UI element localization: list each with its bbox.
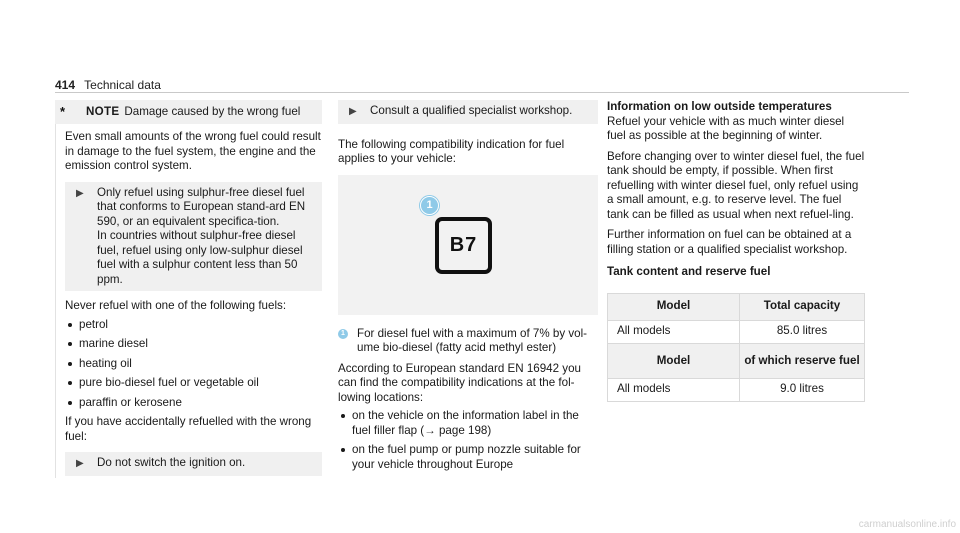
action-text-2: In countries without sulphur-free diesel fuel, refuel using only low-sulphur diesel fuel with a sulphur content less than 50 ppm. [97,229,303,286]
section-title: Technical data [84,78,161,92]
table-row [608,378,865,401]
table-cell: All models [608,378,740,401]
warning-star-icon: * [60,103,66,119]
note-header [55,100,322,124]
never-refuel-text: Never refuel with one of the following fuels: [65,299,287,312]
column-right [607,100,865,402]
list-item: on the fuel pump or pump nozzle suitable for your vehicle throughout Europe [338,443,598,472]
fuel-list [65,318,322,411]
column-left [55,100,322,478]
list-item: heating oil [65,357,322,372]
table-header: Model [608,343,740,378]
compat-intro: The following compatibility indication for fuel applies to your vehicle: [338,137,565,165]
action-arrow-icon: ▶ [76,458,84,469]
action-arrow-icon: ▶ [349,106,357,117]
table-header: Model [608,293,740,320]
callout-badge: 1 [420,196,439,215]
action-block-workshop [338,100,598,124]
compatibility-figure [338,175,598,315]
table-cell: All models [608,320,740,343]
tank-capacity-table [607,293,865,402]
table-cell: 9.0 litres [740,378,865,401]
action-arrow-icon: ▶ [76,187,84,199]
action-block-ignition [65,452,322,476]
list-item: paraffin or kerosene [65,396,322,411]
watermark: carmanualsonline.info [858,518,956,530]
table-header: of which reserve fuel [740,343,865,378]
header-divider [55,92,909,93]
list-item: pure bio-diesel fuel or vegetable oil [65,376,322,391]
table-row [608,320,865,343]
winter-para-1: Refuel your vehicle with as much winter diesel fuel as possible at the beginning of winter. [607,114,845,142]
list-item: on the vehicle on the information label in the fuel filler flap (→ page 198) [338,409,598,438]
legend-badge: 1 [338,329,348,339]
note-body [55,124,322,478]
action-block-fuel [65,182,322,292]
winter-para-3: Further information on fuel can be obtained at a filling station or a qualified specialist workshop. [607,228,852,256]
b7-label: B7 [435,217,492,274]
table-header: Total capacity [740,293,865,320]
note-intro: Even small amounts of the wrong fuel could result in damage to the fuel system, the engine and the emission control system. [65,130,321,172]
list-item: petrol [65,318,322,333]
note-label: NOTE [86,104,120,118]
table-row [608,343,865,378]
standard-text: According to European standard EN 16942 you can find the compatibility indications at the fol-lowing locations: [338,361,581,404]
page-number: 414 [55,78,76,92]
table-cell: 85.0 litres [740,320,865,343]
list-item: marine diesel [65,337,322,352]
section-heading: Information on low outside temperatures [607,100,832,113]
figure-legend [338,327,598,356]
accident-text: If you have accidentally refuelled with the wrong fuel: [65,415,312,443]
column-middle [338,100,598,477]
legend-text: For diesel fuel with a maximum of 7% by vol-ume bio-diesel (fatty acid methyl ester) [357,326,588,354]
location-list [338,409,598,472]
note-title: Damage caused by the wrong fuel [124,104,301,118]
table-row [608,293,865,320]
action-text: Do not switch the ignition on. [97,456,246,469]
action-text-1: Only refuel using sulphur-free diesel fuel that conforms to European stand-ard EN 590, or an equivalent specifica-tion. [97,185,306,228]
page-header [55,78,161,93]
table-title: Tank content and reserve fuel [607,265,771,278]
action-text: Consult a qualified specialist workshop. [370,104,573,117]
winter-para-2: Before changing over to winter diesel fuel, the fuel tank should be empty, if possible. When first refuelling with winter diesel fuel, only refuel using a small amount, e.g. to reserve level. The fuel tank can be filled as usual when next refuel-ling. [607,149,865,221]
